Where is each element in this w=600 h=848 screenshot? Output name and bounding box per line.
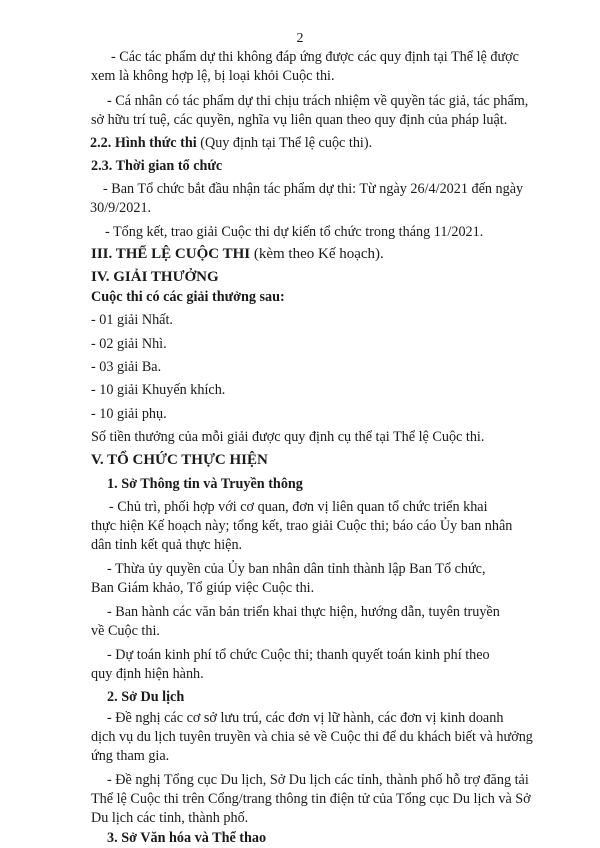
paragraph-line: - Ban Tổ chức bắt đầu nhận tác phẩm dự thi: Từ ngày 26/4/2021 đến ngày	[103, 181, 524, 197]
paragraph-line: - Cá nhân có tác phẩm dự thi chịu trách nhiệm về quyền tác giả, tác phẩm,	[107, 93, 529, 109]
paragraph-line: 30/9/2021.	[90, 200, 152, 216]
page-number: 2	[296, 31, 304, 46]
section-heading-note: (kèm theo Kế hoạch).	[250, 246, 384, 262]
paragraph-line: - Ban hành các văn bản triển khai thực hiện, hướng dẫn, tuyên truyền	[107, 604, 500, 620]
section-heading-III	[91, 245, 384, 263]
paragraph-line: - Chủ trì, phối hợp với cơ quan, đơn vị liên quan tổ chức triển khai	[109, 499, 488, 515]
paragraph-line: dịch vụ du lịch tuyên truyền và chia sẻ về Cuộc thi để du khách biết và hưởng	[91, 729, 533, 745]
prize-item: - 10 giải phụ.	[91, 406, 167, 422]
paragraph-line: thực hiện Kế hoạch này; tổng kết, trao giải Cuộc thi; báo cáo Ủy ban nhân	[91, 518, 513, 534]
section-heading-V: V. TỔ CHỨC THỰC HIỆN	[91, 452, 268, 468]
paragraph-line: - Đề nghị Tổng cục Du lịch, Sở Du lịch các tỉnh, thành phố hỗ trợ đăng tải	[107, 772, 529, 788]
subsection-heading-3: 3. Sở Văn hóa và Thể thao	[107, 830, 267, 846]
paragraph-line: Thể lệ Cuộc thi trên Cổng/trang thông tin điện tử của Tổng cục Du lịch và Sở	[91, 791, 531, 807]
section-heading-label: 2.2. Hình thức thi	[90, 135, 197, 151]
section-heading-note: (Quy định tại Thể lệ cuộc thi).	[196, 135, 373, 151]
subsection-heading-1: 1. Sở Thông tin và Truyền thông	[107, 476, 303, 492]
section-heading-2-2	[90, 134, 372, 152]
prize-item: - 01 giải Nhất.	[91, 312, 173, 328]
subsection-heading-2: 2. Sở Du lịch	[107, 689, 185, 705]
prize-item: - 03 giải Ba.	[91, 359, 162, 375]
paragraph-line: quy định hiện hành.	[91, 666, 204, 682]
paragraph-line: - Các tác phẩm dự thi không đáp ứng được các quy định tại Thể lệ được	[111, 49, 519, 65]
paragraph-line: sở hữu trí tuệ, các quyền, nghĩa vụ liên quan theo quy định của pháp luật.	[91, 112, 508, 128]
paragraph-line: xem là không hợp lệ, bị loại khỏi Cuộc thi.	[91, 68, 335, 84]
prize-intro: Cuộc thi có các giải thưởng sau:	[91, 289, 285, 305]
section-heading-2-3: 2.3. Thời gian tổ chức	[91, 158, 223, 174]
paragraph-line: ứng tham gia.	[91, 748, 170, 764]
paragraph-line: - Thừa ủy quyền của Ủy ban nhân dân tỉnh thành lập Ban Tổ chức,	[107, 561, 486, 577]
paragraph-line: về Cuộc thi.	[91, 623, 160, 639]
paragraph-line: Số tiền thưởng của mỗi giải được quy định cụ thể tại Thể lệ Cuộc thi.	[91, 429, 485, 445]
paragraph-line: - Tổng kết, trao giải Cuộc thi dự kiến tổ chức trong tháng 11/2021.	[105, 224, 484, 240]
prize-item: - 10 giải Khuyến khích.	[91, 382, 226, 398]
prize-item: - 02 giải Nhì.	[91, 336, 167, 352]
paragraph-line: Ban Giám khảo, Tổ giúp việc Cuộc thi.	[91, 580, 315, 596]
paragraph-line: Du lịch các tỉnh, thành phố.	[91, 810, 249, 826]
section-heading-label: III. THỂ LỆ CUỘC THI	[91, 246, 251, 262]
section-heading-IV: IV. GIẢI THƯỞNG	[91, 269, 219, 285]
paragraph-line: dân tỉnh kết quả thực hiện.	[91, 537, 243, 553]
paragraph-line: - Đề nghị các cơ sở lưu trú, các đơn vị lữ hành, các đơn vị kinh doanh	[107, 710, 504, 726]
paragraph-line: - Dự toán kinh phí tổ chức Cuộc thi; thanh quyết toán kinh phí theo	[107, 647, 490, 663]
